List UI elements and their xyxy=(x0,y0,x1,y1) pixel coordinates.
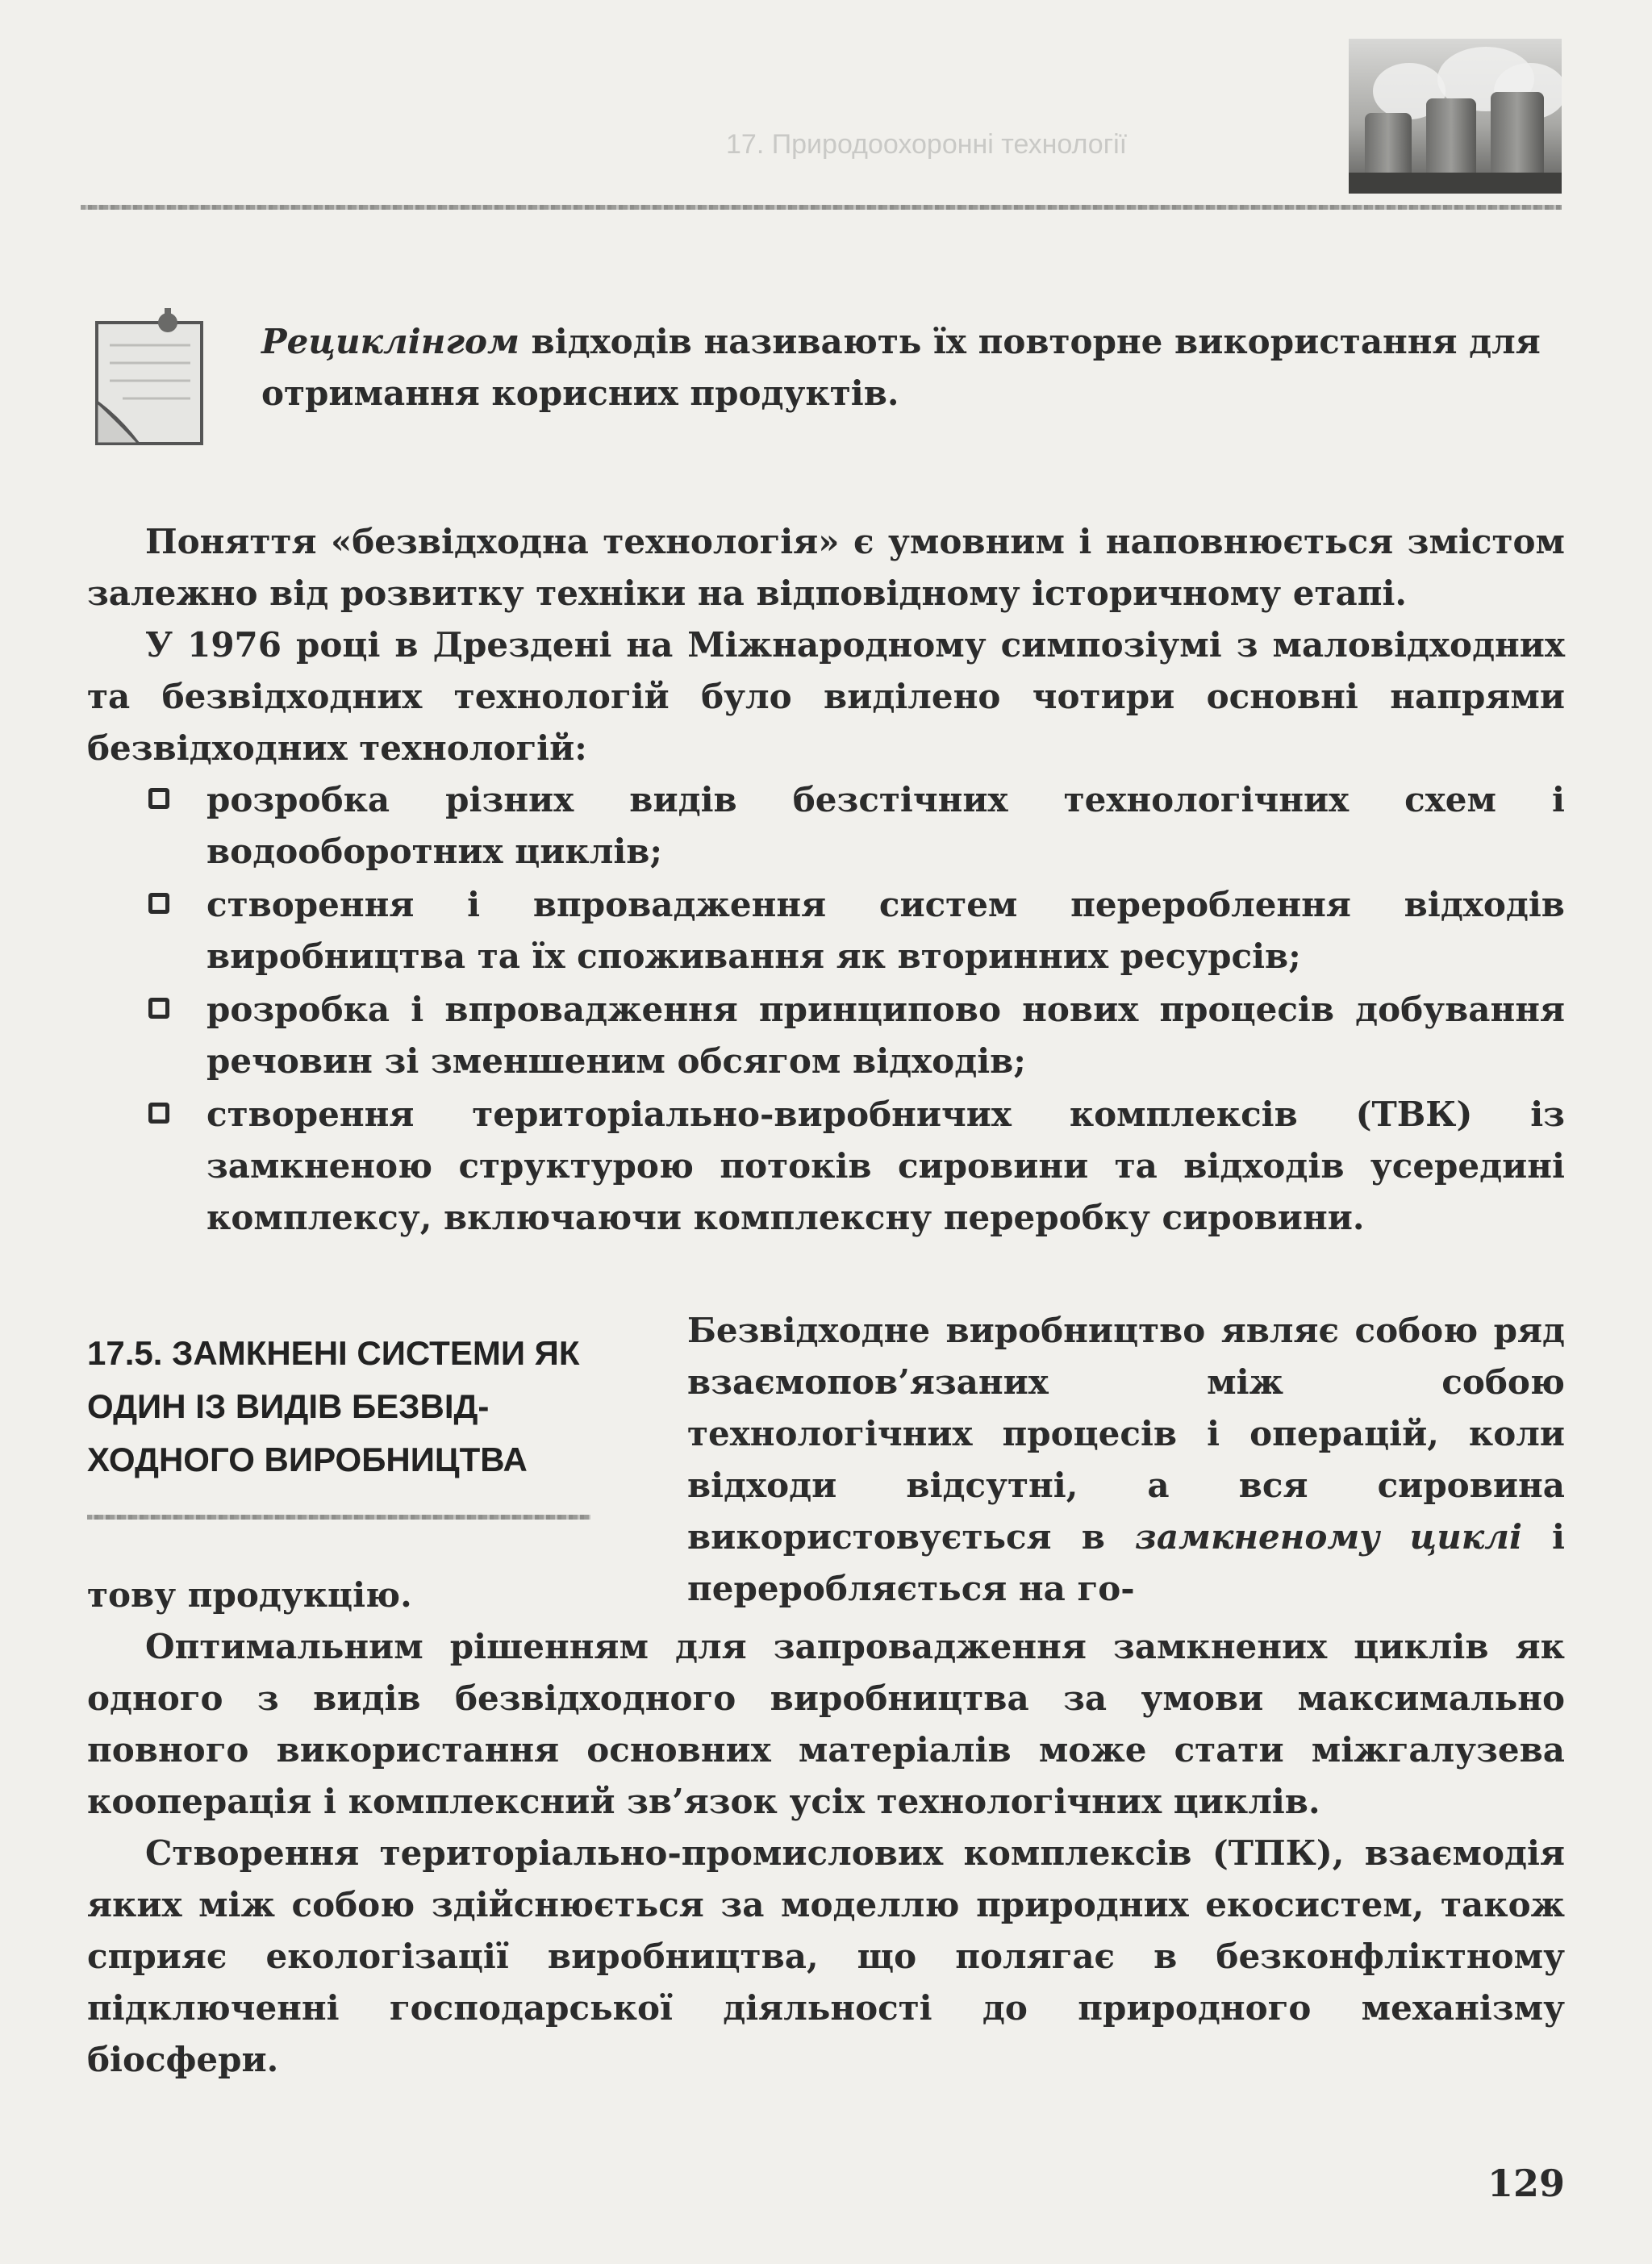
side-text: Безвідходне виробництво являє собою ряд взаємопов’язаних між собою технологічних процесів і операцій, коли відходи відсутні, а вся сировина використовується в xyxy=(687,1311,1565,1557)
intro-text xyxy=(87,516,1565,774)
photo-ground xyxy=(1349,173,1562,194)
list-item-text: створення територіально-виробничих комплексів (ТВК) із замкненою структурою потоків сировини та відходів усередині комплексу, включаючи комплексну переробку сировини. xyxy=(206,1094,1565,1237)
cooling-tower xyxy=(1491,92,1544,176)
checkbox-icon xyxy=(148,893,169,914)
paragraph-1: Поняття «безвідходна технологія» є умовним і наповнюється змістом залежно від розвитку техніки на відповідному історичному етапі. xyxy=(87,522,1565,613)
continuation-line: тову продукцію. xyxy=(87,1575,412,1615)
definition-term: Рециклінгом xyxy=(261,322,519,361)
section-text xyxy=(87,1570,1565,2086)
checkbox-icon xyxy=(148,998,169,1019)
definition-body: відходів називають їх повторне використання для отримання корисних продуктів. xyxy=(261,322,1541,413)
list-item xyxy=(145,984,1565,1087)
list-item-text: розробка різних видів безстічних технологічних схем і водооборотних циклів; xyxy=(206,780,1565,871)
checkbox-icon xyxy=(148,1103,169,1124)
list-item xyxy=(145,774,1565,878)
cooling-tower xyxy=(1365,113,1412,176)
list-item-text: розробка і впровадження принципово нових процесів добування речовин зі зменшеним обсягом відходів; xyxy=(206,990,1565,1081)
pinned-note-icon xyxy=(90,305,219,450)
cooling-tower xyxy=(1426,98,1476,176)
section-heading: 17.5. ЗАМКНЕНІ СИСТЕМИ ЯК ОДИН ІЗ ВИДІВ БЕЗВІД-ХОДНОГО ВИРОБНИЦТВА xyxy=(87,1334,580,1478)
side-text-italic: замкненому циклі xyxy=(1135,1517,1522,1557)
list-item xyxy=(145,879,1565,982)
paragraph-4: Створення територіально-промислових комплексів (ТПК), взаємодія яких між собою здійснюється за моделлю природних екосистем, також сприяє екологізації виробництва, що полягає в безконфліктному підключенні господарської діяльності до природного механізму біосфери. xyxy=(87,1833,1565,2079)
running-head: 17. Природоохоронні технології xyxy=(726,129,1128,160)
page-number: 129 xyxy=(1487,2162,1565,2205)
definition-text xyxy=(261,316,1565,419)
section-side-paragraph xyxy=(687,1305,1565,1615)
bullet-list xyxy=(145,774,1565,1245)
list-item-text: створення і впровадження систем перероблення відходів виробництва та їх споживання як вторинних ресурсів; xyxy=(206,885,1565,976)
paragraph-2: У 1976 році в Дрездені на Міжнародному симпозіумі з маловідходних та безвідходних технологій було виділено чотири основні напрями безвідходних технологій: xyxy=(87,625,1565,768)
paragraph-3: Оптимальним рішенням для запровадження замкнених циклів як одного з видів безвідходного виробництва за умови максимально повного використання основних матеріалів може стати міжгалузева кооперація і комплексний зв’язок усіх технологічних циклів. xyxy=(87,1627,1565,1821)
section-divider xyxy=(87,1515,590,1520)
side-text-end: і переробляється на го- xyxy=(687,1517,1565,1608)
header-divider xyxy=(81,205,1562,210)
checkbox-icon xyxy=(148,788,169,809)
list-item xyxy=(145,1089,1565,1244)
cooling-towers-photo xyxy=(1349,39,1562,194)
